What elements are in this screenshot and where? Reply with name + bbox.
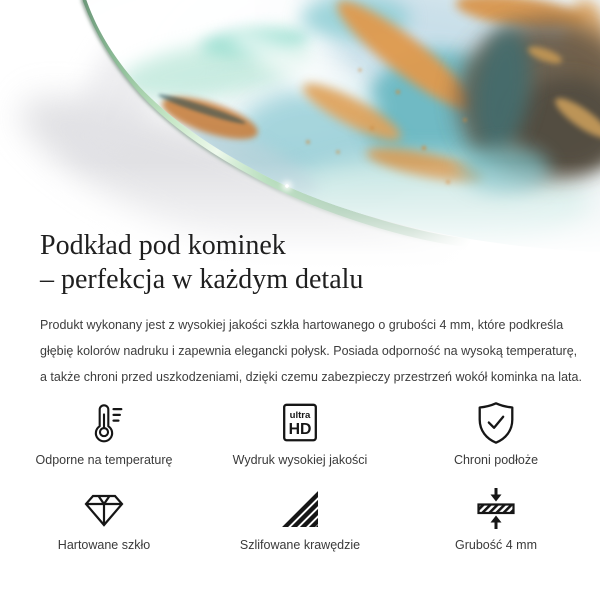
feature-item-temperature-resistant: [6, 396, 202, 467]
title-line-2: – perfekcja w każdym detalu: [40, 264, 364, 295]
product-description-section: [40, 229, 582, 390]
feature-label: Chroni podłoże: [453, 453, 539, 467]
feature-item-thickness-4mm: [398, 481, 594, 552]
description-line-2: głębię kolorów nadruku i zapewnia elegancki połysk. Posiada odporność na wysoką temperaturę,: [40, 344, 578, 358]
ultra-hd-icon: [277, 400, 323, 446]
feature-item-print-quality: [202, 396, 398, 467]
title-line-1: Podkład pod kominek: [40, 230, 286, 261]
feature-item-tempered-glass: [6, 481, 202, 552]
product-description: [40, 312, 582, 390]
diamond-icon: [81, 485, 127, 531]
feature-label: Grubość 4 mm: [455, 538, 537, 552]
description-line-3: a także chroni przed uszkodzeniami, dzięki czemu zabezpieczy przestrzeń wokół kominka na lata.: [40, 370, 582, 384]
shield-check-icon: [473, 400, 519, 446]
feature-grid: [0, 396, 600, 552]
ultra-hd-badge-top: ultra: [289, 410, 311, 422]
polished-edges-icon: [277, 485, 323, 531]
feature-label: Hartowane szkło: [57, 538, 151, 552]
thickness-icon: [473, 485, 519, 531]
thermometer-icon: [81, 400, 127, 446]
description-line-1: Produkt wykonany jest z wysokiej jakości szkła hartowanego o grubości 4 mm, które podkreśla: [40, 318, 564, 332]
feature-item-polished-edges: [202, 481, 398, 552]
feature-label: Wydruk wysokiej jakości: [232, 453, 368, 467]
ultra-hd-badge-bottom: HD: [288, 421, 312, 439]
feature-item-protects-floor: [398, 396, 594, 467]
feature-label: Szlifowane krawędzie: [239, 538, 361, 552]
feature-label: Odporne na temperaturę: [35, 453, 173, 467]
page-title: [40, 229, 570, 297]
